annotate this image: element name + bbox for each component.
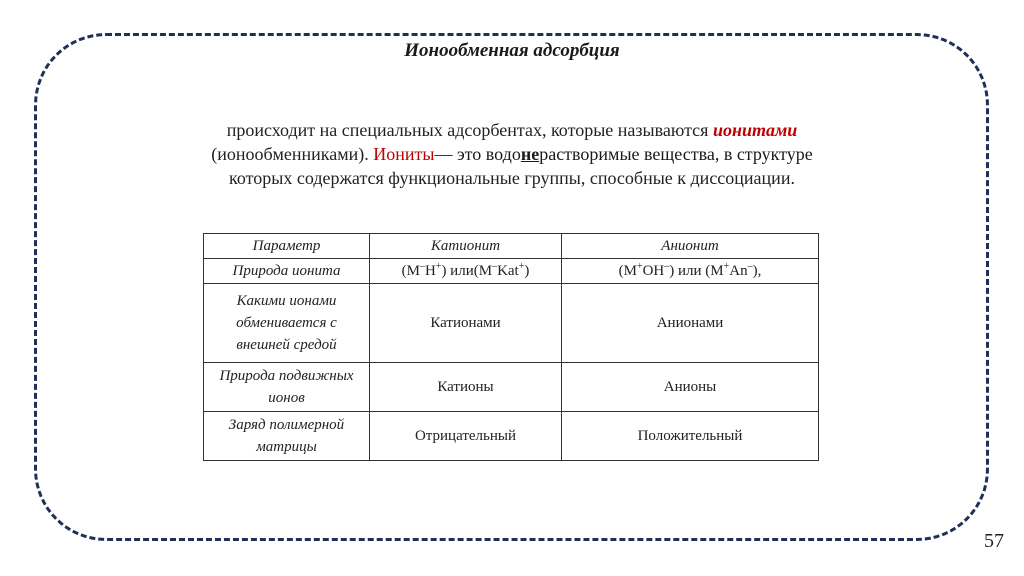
cell-param: Природа ионита	[204, 259, 370, 284]
formula-charge: –	[747, 261, 753, 272]
cell-cation-formula	[370, 259, 562, 284]
cell-param: Какими ионами обменивается с внешней средой	[204, 284, 370, 363]
header-cation: Катионит	[370, 234, 562, 259]
formula-charge: +	[435, 261, 442, 272]
table-row	[204, 412, 819, 461]
formula-part: ) или(M	[441, 263, 493, 279]
header-anion: Анионит	[562, 234, 819, 259]
paragraph-line-3: которых содержатся функциональные группы, способные к диссоциации.	[229, 168, 795, 188]
paragraph-text: — это водо	[434, 144, 521, 164]
table-row	[204, 363, 819, 412]
paragraph-text: растворимые вещества, в структуре	[539, 144, 813, 164]
ion-exchanger-table	[203, 233, 819, 461]
formula-charge: –	[419, 261, 425, 272]
paragraph-text: (ионообменниками).	[211, 144, 374, 164]
formula-part: OH	[642, 263, 665, 279]
cell-anion: Анионы	[562, 363, 819, 412]
cell-cation: Отрицательный	[370, 412, 562, 461]
formula-charge: –	[664, 261, 670, 272]
formula-part: (M	[618, 263, 637, 279]
table-row	[204, 284, 819, 363]
formula-part: ) или (M	[669, 263, 724, 279]
header-param: Параметр	[204, 234, 370, 259]
cell-anion: Анионами	[562, 284, 819, 363]
cell-param: Природа подвижных ионов	[204, 363, 370, 412]
formula-part: An	[729, 263, 748, 279]
term-ionity-red: Иониты	[373, 144, 435, 164]
formula-charge: +	[518, 261, 525, 272]
cell-anion-formula	[562, 259, 819, 284]
formula-part: (M	[401, 263, 420, 279]
cell-param: Заряд полимерной матрицы	[204, 412, 370, 461]
page-number: 57	[984, 530, 1004, 552]
table-header-row	[204, 234, 819, 259]
formula-charge: –	[492, 261, 498, 272]
formula-charge: +	[723, 261, 730, 272]
intro-paragraph	[130, 118, 894, 190]
underlined-ne: не	[520, 144, 540, 164]
slide-title: Ионообменная адсорбция	[404, 40, 620, 61]
term-ionity: ионитами	[712, 120, 798, 140]
paragraph-line-2	[130, 142, 894, 166]
cell-cation: Катионами	[370, 284, 562, 363]
table-row	[204, 259, 819, 284]
formula-part: ),	[752, 263, 762, 279]
cell-anion: Положительный	[562, 412, 819, 461]
formula-charge: +	[636, 261, 643, 272]
formula-part: H	[424, 263, 436, 279]
formula-part: Kat	[497, 263, 519, 279]
formula-part: )	[524, 263, 530, 279]
cell-cation: Катионы	[370, 363, 562, 412]
paragraph-line-1	[130, 118, 894, 142]
paragraph-text: происходит на специальных адсорбентах, которые называются	[226, 120, 713, 140]
